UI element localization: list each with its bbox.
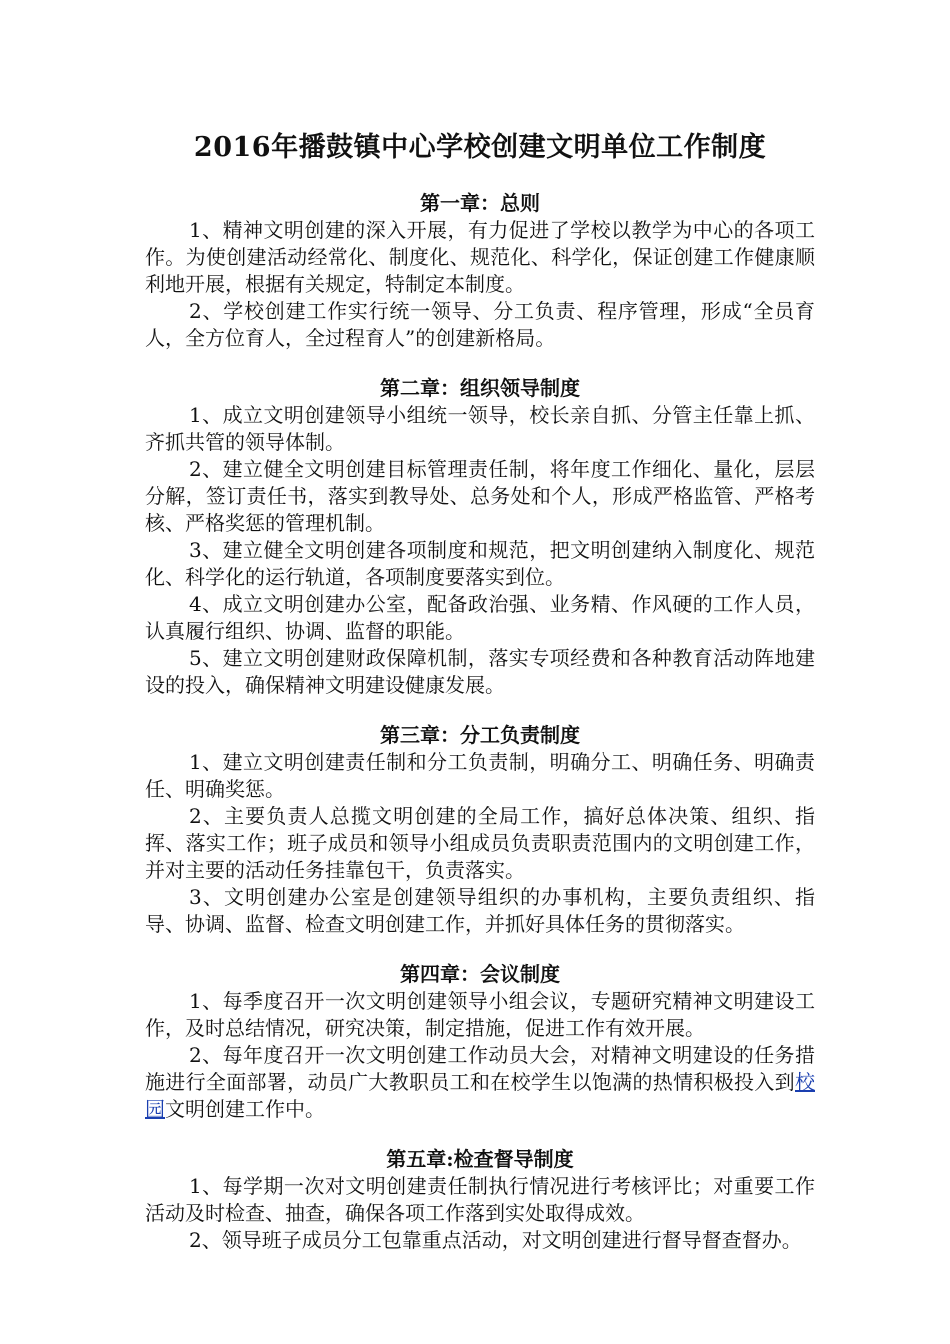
paragraph: 3、文明创建办公室是创建领导组织的办事机构，主要负责组织、指导、协调、监督、检查文明创建工作，并抓好具体任务的贯彻落实。 xyxy=(145,885,815,936)
document-title: 2016年播鼓镇中心学校创建文明单位工作制度 xyxy=(193,132,767,163)
paragraph: 3、建立健全文明创建各项制度和规范，把文明创建纳入制度化、规范化、科学化的运行轨道，各项制度要落实到位。 xyxy=(145,538,815,589)
paragraph-with-link xyxy=(145,1042,815,1123)
chapter-3 xyxy=(145,722,815,938)
paragraph: 1、每季度召开一次文明创建领导小组会议，专题研究精神文明建设工作，及时总结情况，研究决策，制定措施，促进工作有效开展。 xyxy=(145,989,815,1040)
paragraph: 2、领导班子成员分工包靠重点活动，对文明创建进行督导督查督办。 xyxy=(189,1228,802,1252)
paragraph: 1、每学期一次对文明创建责任制执行情况进行考核评比；对重要工作活动及时检查、抽查，确保各项工作落到实处取得成效。 xyxy=(145,1174,815,1225)
chapter-heading: 第三章：分工负责制度 xyxy=(380,723,580,747)
document-page xyxy=(145,128,815,1277)
paragraph: 4、成立文明创建办公室，配备政治强、业务精、作风硬的工作人员，认真履行组织、协调、监督的职能。 xyxy=(145,592,815,643)
paragraph-text: 文明创建工作中。 xyxy=(165,1097,325,1121)
chapter-heading: 第四章：会议制度 xyxy=(400,962,560,986)
paragraph: 2、学校创建工作实行统一领导、分工负责、程序管理，形成“全员育人，全方位育人，全过程育人”的创建新格局。 xyxy=(145,299,815,350)
paragraph: 2、主要负责人总揽文明创建的全局工作，搞好总体决策、组织、指挥、落实工作；班子成员和领导小组成员负责职责范围内的文明创建工作，并对主要的活动任务挂靠包干，负责落实。 xyxy=(145,804,815,882)
chapter-1 xyxy=(145,190,815,352)
chapter-heading: 第一章：总则 xyxy=(420,191,540,215)
chapter-heading: 第五章:检查督导制度 xyxy=(386,1147,574,1171)
chapter-heading: 第二章：组织领导制度 xyxy=(380,376,580,400)
paragraph: 1、精神文明创建的深入开展，有力促进了学校以教学为中心的各项工作。为使创建活动经常化、制度化、规范化、科学化，保证创建工作健康顺利地开展，根据有关规定，特制定本制度。 xyxy=(145,218,815,296)
chapter-5 xyxy=(145,1146,815,1254)
paragraph: 1、成立文明创建领导小组统一领导，校长亲自抓、分管主任靠上抓、齐抓共管的领导体制。 xyxy=(145,403,815,454)
paragraph: 5、建立文明创建财政保障机制，落实专项经费和各种教育活动阵地建设的投入，确保精神文明建设健康发展。 xyxy=(145,646,815,697)
chapter-2 xyxy=(145,375,815,699)
paragraph: 1、建立文明创建责任制和分工负责制，明确分工、明确任务、明确责任、明确奖惩。 xyxy=(145,750,815,801)
chapter-4 xyxy=(145,961,815,1123)
paragraph-text: 2、每年度召开一次文明创建工作动员大会，对精神文明建设的任务措施进行全面部署，动员广大教职员工和在校学生以饱满的热情积极投入到 xyxy=(145,1043,815,1094)
campus-link[interactable]: 校园 xyxy=(145,1070,815,1121)
paragraph: 2、建立健全文明创建目标管理责任制，将年度工作细化、量化，层层分解，签订责任书，落实到教导处、总务处和个人，形成严格监管、严格考核、严格奖惩的管理机制。 xyxy=(145,457,815,535)
